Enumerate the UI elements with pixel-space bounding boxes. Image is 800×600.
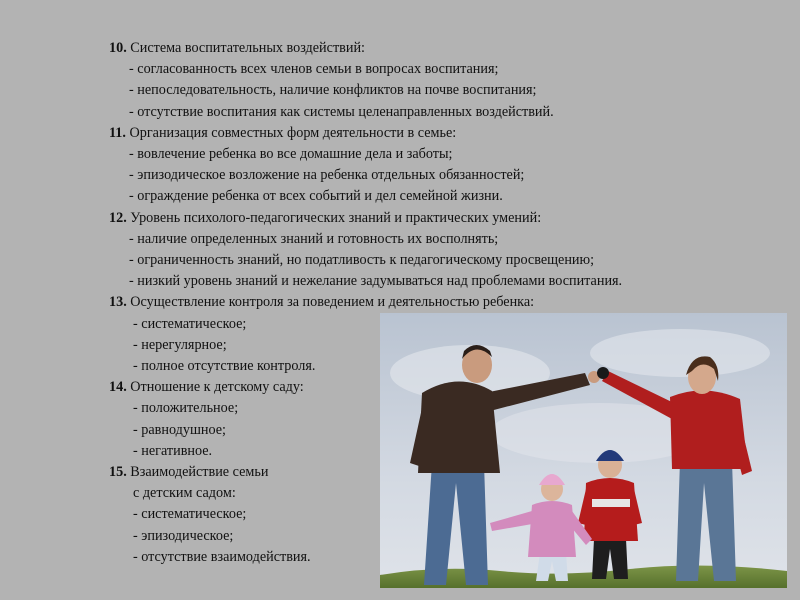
list-item: - отсутствие воспитания как системы целенаправленных воздействий. bbox=[129, 103, 554, 120]
list-item: - эпизодическое; bbox=[133, 527, 234, 544]
section-number: 10. bbox=[109, 40, 127, 56]
section-number: 13. bbox=[109, 294, 127, 311]
list-item: - ограждение ребенка от всех событий и дел семейной жизни. bbox=[129, 188, 503, 205]
section-title: Отношение к детскому саду: bbox=[126, 379, 304, 396]
section-title: Взаимодействие семьи bbox=[126, 464, 269, 481]
list-item: - непоследовательность, наличие конфликтов на почве воспитания; bbox=[129, 82, 537, 99]
list-item: - систематическое; bbox=[133, 315, 247, 332]
list-item: - эпизодическое возложение на ребенка отдельных обязанностей; bbox=[129, 167, 525, 184]
section-number: 12. bbox=[109, 209, 127, 226]
section-12-heading bbox=[109, 208, 769, 229]
list-item: - полное отсутствие контроля. bbox=[133, 358, 316, 375]
section-title: Уровень психолого-педагогических знаний и практических умений: bbox=[126, 209, 542, 226]
section-13-heading bbox=[109, 292, 769, 313]
section-title: Система воспитательных воздействий: bbox=[126, 40, 365, 56]
section-number: 11. bbox=[109, 124, 126, 141]
section-title: Осуществление контроля за поведением и деятельностью ребенка: bbox=[126, 294, 535, 311]
list-item: - наличие определенных знаний и готовность их восполнять; bbox=[129, 230, 499, 247]
list-item: - равнодушное; bbox=[133, 421, 226, 438]
list-item: - низкий уровень знаний и нежелание задумываться над проблемами воспитания. bbox=[129, 273, 623, 290]
section-number: 14. bbox=[109, 379, 127, 396]
section-11-heading bbox=[109, 123, 769, 144]
list-item: - ограниченность знаний, но податливость к педагогическому просвещению; bbox=[129, 252, 595, 269]
section-10-heading bbox=[109, 38, 769, 59]
list-item: - отсутствие взаимодействия. bbox=[133, 548, 311, 565]
section-number: 15. bbox=[109, 464, 127, 481]
section-title: Организация совместных форм деятельности в семье: bbox=[125, 124, 457, 141]
list-item: - нерегулярное; bbox=[133, 336, 227, 353]
list-item: - негативное. bbox=[133, 442, 213, 459]
list-item: - вовлечение ребенка во все домашние дела и заботы; bbox=[129, 146, 453, 163]
family-photo-icon bbox=[380, 313, 787, 588]
list-item: - согласованность всех членов семьи в вопросах воспитания; bbox=[129, 61, 499, 78]
list-item: - систематическое; bbox=[133, 506, 247, 523]
list-item: - положительное; bbox=[133, 400, 239, 417]
section-title-continued: с детским садом: bbox=[133, 485, 236, 502]
